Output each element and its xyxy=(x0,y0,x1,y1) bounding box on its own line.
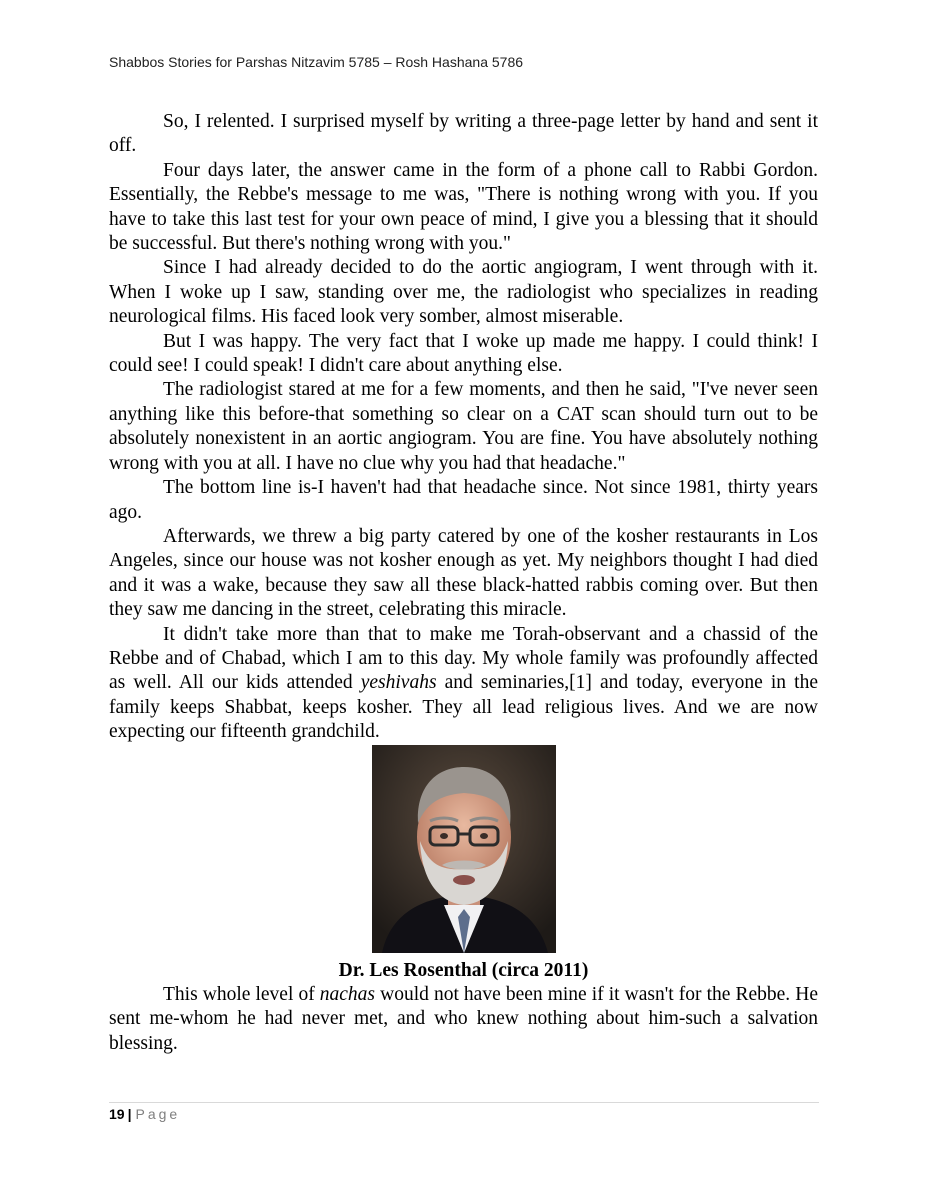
portrait-illustration xyxy=(372,745,556,953)
running-header: Shabbos Stories for Parshas Nitzavim 5785 – Rosh Hashana 5786 xyxy=(109,54,524,70)
page-number: 19 xyxy=(109,1106,125,1122)
footer-divider xyxy=(109,1102,819,1103)
paragraph-6: The bottom line is-I haven't had that headache since. Not since 1981, thirty years ago. xyxy=(109,477,818,523)
paragraph-3: Since I had already decided to do the aortic angiogram, I went through with it. When I woke up I saw, standing over me, the radiologist who specializes in reading neurological films. His faced look very somber, almost miserable. xyxy=(109,257,818,328)
closing-text-start: This whole level of xyxy=(163,983,320,1005)
photo-caption: Dr. Les Rosenthal (circa 2011) xyxy=(338,959,589,981)
page-body xyxy=(109,110,818,1056)
paragraph-5: The radiologist stared at me for a few moments, and then he said, "I've never seen anything like this before-that something so clear on a CAT scan should turn out to be absolutely nonexistent in an aortic angiogram. You are fine. You have absolutely nothing wrong with you at all. I have no clue why you had that headache." xyxy=(109,379,818,474)
paragraph-8 xyxy=(109,623,818,745)
closing-paragraph xyxy=(109,983,818,1056)
italic-term-yeshivahs: yeshivahs xyxy=(360,672,437,694)
paragraph-7: Afterwards, we threw a big party catered by one of the kosher restaurants in Los Angeles, since our house was not kosher enough as yet. My neighbors thought I had died and it was a wake, because they saw all these black-hatted rabbis coming over. But then they saw me dancing in the street, celebrating this miracle. xyxy=(109,525,818,621)
paragraph-4: But I was happy. The very fact that I woke up made me happy. I could think! I could see! I could speak! I didn't care about anything else. xyxy=(109,330,818,377)
paragraph-8-text-start: It didn't take more than that to make me Torah-observant and a chassid of the Rebbe and of Chabad, which I am to this day. My whole family was profoundly affected as well. All our kids attended xyxy=(109,623,818,694)
page-label: Page xyxy=(135,1106,181,1122)
paragraph-2: Four days later, the answer came in the form of a phone call to Rabbi Gordon. Essentially, the Rebbe's message to me was, "There is nothing wrong with you. If you have to take this last test for your own peace of mind, I give you a blessing that it should be successful. But there's nothing wrong with you." xyxy=(109,159,818,255)
portrait-photo xyxy=(372,745,556,953)
paragraph-1: So, I relented. I surprised myself by writing a three-page letter by hand and sent it off. xyxy=(109,111,818,157)
closing-text-end: would not have been mine if it wasn't for the Rebbe. He sent me-whom he had never met, and who knew nothing about him-such a salvation blessing. xyxy=(109,983,818,1054)
footer-separator: | xyxy=(127,1106,132,1122)
page-footer xyxy=(109,1106,180,1122)
italic-term-nachas: nachas xyxy=(319,983,376,1005)
paragraph-8-text-end: and seminaries,[1] and today, everyone in the family keeps Shabbat, keeps kosher. They all lead religious lives. And we are now expecting our fifteenth grandchild. xyxy=(109,672,818,743)
